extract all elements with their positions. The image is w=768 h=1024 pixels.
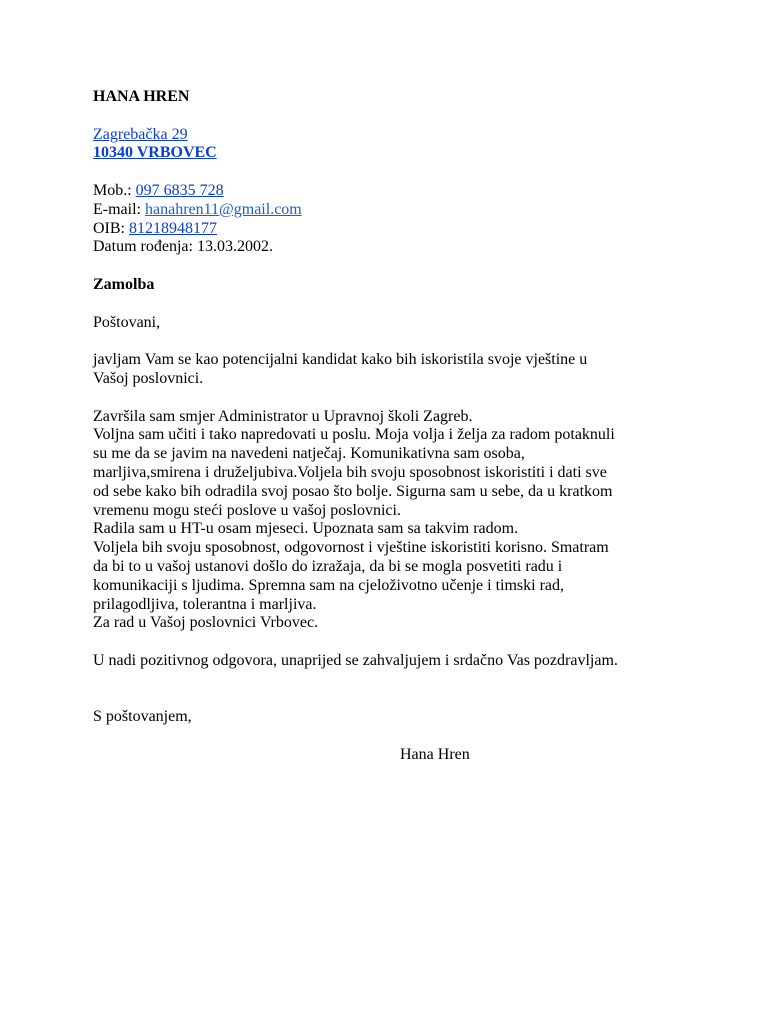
mobile-row — [93, 182, 713, 201]
spacer — [93, 633, 713, 652]
greeting: Poštovani, — [93, 313, 161, 331]
mobile-number-link[interactable]: 097 6835 728 — [135, 181, 224, 199]
oib-label: OIB: — [93, 219, 129, 237]
paragraph-line: Voljela bih svoju sposobnost, odgovornost i vještine iskoristiti korisno. Smatram — [93, 539, 609, 557]
paragraph-closing-remark: U nadi pozitivnog odgovora, unaprijed se zahvaljujem i srdačno Vas pozdravljam. — [93, 651, 618, 669]
email-row — [93, 201, 713, 220]
paragraph-line: Radila sam u HT-u osam mjeseci. Upoznata sam sa takvim radom. — [93, 520, 519, 538]
subject-heading: Zamolba — [93, 275, 155, 293]
paragraph-line: Vašoj poslovnici. — [93, 369, 204, 387]
spacer — [93, 295, 713, 314]
oib-row — [93, 220, 713, 239]
paragraph-line: Voljna sam učiti i tako napredovati u poslu. Moja volja i želja za radom potaknuli — [93, 426, 615, 444]
postal-city-link[interactable]: 10340 VRBOVEC — [93, 144, 217, 162]
paragraph-line: su me da se javim na navedeni natječaj. Komunikativna sam osoba, — [93, 445, 525, 463]
paragraph-body — [93, 408, 713, 634]
paragraph-line: prilagodljiva, tolerantna i marljiva. — [93, 595, 317, 613]
spacer — [93, 727, 713, 746]
signature-name: Hana Hren — [400, 745, 470, 763]
oib-link[interactable]: 81218948177 — [129, 219, 217, 237]
paragraph-intro — [93, 351, 713, 389]
spacer — [93, 163, 713, 182]
letter-document — [93, 88, 713, 765]
paragraph-line: vremenu mogu steći poslove u vašoj poslovnici. — [93, 501, 401, 519]
spacer — [93, 671, 713, 709]
spacer — [93, 389, 713, 408]
paragraph-line: da bi to u vašoj ustanovi došlo do izražaja, da bi se mogla posvetiti radu i — [93, 557, 563, 575]
birthdate-row: Datum rođenja: 13.03.2002. — [93, 238, 273, 256]
spacer — [93, 257, 713, 276]
paragraph-line: od sebe kako bih odradila svoj posao što bolje. Sigurna sam u sebe, da u kratkom — [93, 482, 613, 500]
paragraph-line: marljiva,smirena i druželjubiva.Voljela bih svoju sposobnost iskoristiti i dati sve — [93, 463, 607, 481]
email-link[interactable]: hanahren11@gmail.com — [144, 200, 302, 218]
paragraph-line: Završila sam smjer Administrator u Upravnoj školi Zagreb. — [93, 407, 473, 425]
mobile-label: Mob.: — [93, 181, 136, 199]
spacer — [93, 332, 713, 351]
closing-salutation: S poštovanjem, — [93, 708, 192, 726]
email-label: E-mail: — [93, 200, 145, 218]
paragraph-line: javljam Vam se kao potencijalni kandidat kako bih iskoristila svoje vještine u — [93, 351, 588, 369]
sender-name: HANA HREN — [93, 88, 190, 105]
spacer — [93, 107, 713, 126]
paragraph-line: komunikaciji s ljudima. Spremna sam na cjeloživotno učenje i timski rad, — [93, 576, 565, 594]
paragraph-line: Za rad u Vašoj poslovnici Vrbovec. — [93, 614, 319, 632]
signature-row — [93, 746, 713, 765]
street-address-link[interactable]: Zagrebačka 29 — [93, 125, 188, 143]
